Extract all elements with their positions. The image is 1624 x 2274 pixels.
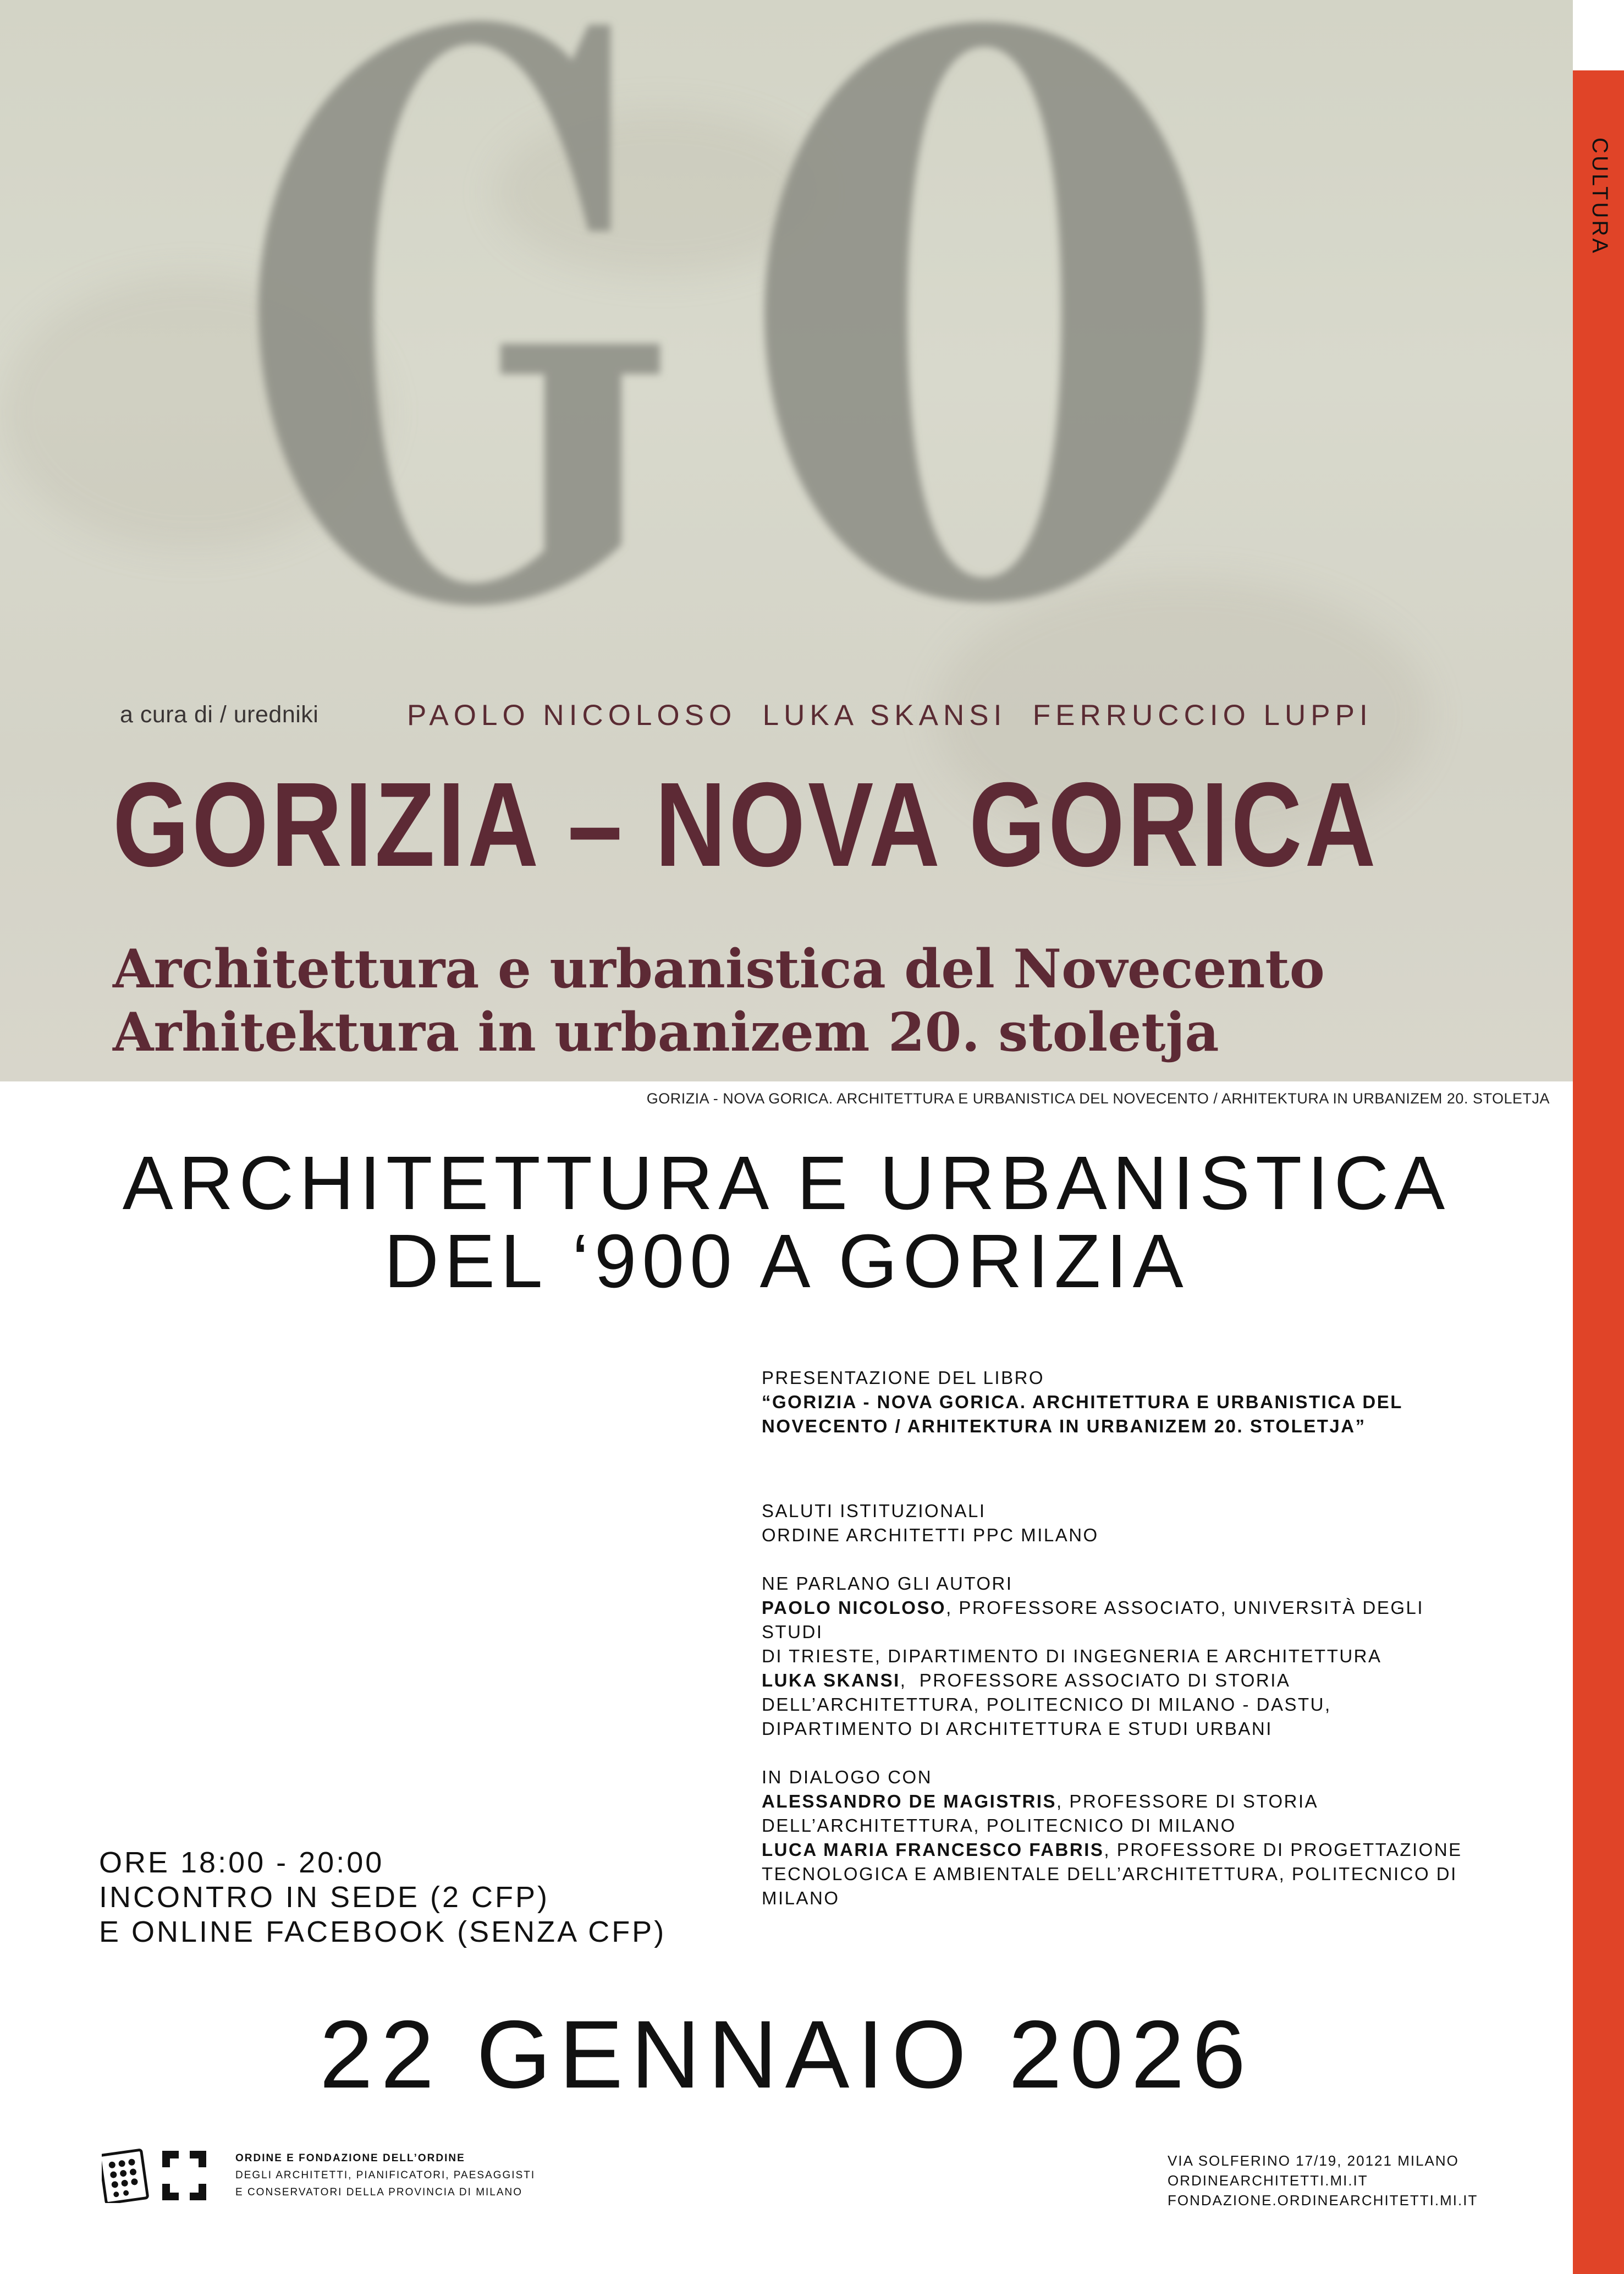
greetings-org: ORDINE ARCHITETTI PPC MILANO: [762, 1525, 1099, 1545]
headline-line-2: DEL ‘900 A GORIZIA: [384, 1219, 1189, 1304]
cover-subtitle-slovenian: Arhitektura in urbanizem 20. stoletja: [113, 1001, 1219, 1063]
book-title-line-1: “GORIZIA - NOVA GORICA. ARCHITETTURA E URBANISTICA DEL: [762, 1392, 1403, 1412]
guest-role: , PROFESSORE DI STORIA: [1056, 1791, 1319, 1811]
book-cover-image: [0, 0, 1573, 1081]
address: VIA SOLFERINO 17/19, 20121 MILANO: [1168, 2152, 1459, 2169]
dialogue-label: IN DIALOGO CON: [762, 1767, 933, 1787]
guest-name: LUCA MARIA FRANCESCO FABRIS: [762, 1839, 1104, 1860]
dialogue-block: [762, 1765, 1477, 1910]
event-time-venue: [99, 1845, 666, 1949]
ordine-grid-logo-icon: [102, 2150, 148, 2203]
cover-caption: GORIZIA - NOVA GORICA. ARCHITETTURA E URBANISTICA DEL NOVECENTO / ARHITEKTURA IN URBANIZEM 20. STOLETJA: [646, 1090, 1550, 1107]
cover-big-letters-graphic: [236, 0, 1336, 649]
guest-role-cont: MILANO: [762, 1888, 840, 1908]
guest-name: ALESSANDRO DE MAGISTRIS: [762, 1791, 1057, 1811]
side-color-band: [1573, 70, 1624, 2274]
letter-g-shape: [258, 21, 660, 605]
category-label: CULTURA: [1588, 138, 1612, 255]
event-time: ORE 18:00 - 20:00: [99, 1846, 384, 1879]
event-date: 22 GENNAIO 2026: [319, 2001, 1254, 2108]
event-headline: [0, 1141, 1573, 1304]
event-venue: INCONTRO IN SEDE (2 CFP): [99, 1881, 550, 1914]
org-line-3: E CONSERVATORI DELLA PROVINCIA DI MILANO: [235, 2187, 523, 2198]
presentation-block: [762, 1366, 1477, 1438]
greetings-label: SALUTI ISTITUZIONALI: [762, 1501, 986, 1521]
author-role-cont: DI TRIESTE, DIPARTIMENTO DI INGEGNERIA E ARCHITETTURA: [762, 1646, 1382, 1666]
org-line-2: DEGLI ARCHITETTI, PIANIFICATORI, PAESAGGISTI: [235, 2169, 536, 2181]
cover-curators: PAOLO NICOLOSO LUKA SKANSI FERRUCCIO LUPPI: [407, 699, 1373, 732]
author-role: , PROFESSORE ASSOCIATO DI STORIA: [900, 1670, 1291, 1690]
author-name: LUKA SKANSI: [762, 1670, 900, 1690]
cover-title: GORIZIA – NOVA GORICA: [113, 758, 1379, 892]
event-online: E ONLINE FACEBOOK (SENZA CFP): [99, 1915, 667, 1948]
letter-o-shape: [764, 22, 1204, 602]
authors-block: [762, 1572, 1477, 1741]
guest-role-cont: TECNOLOGICA E AMBIENTALE DELL’ARCHITETTURA, POLITECNICO DI: [762, 1864, 1457, 1884]
ordine-logos: [102, 2148, 209, 2203]
presentation-label: PRESENTAZIONE DEL LIBRO: [762, 1367, 1045, 1388]
author-role: , PROFESSORE ASSOCIATO, UNIVERSITÀ DEGLI STUDI: [762, 1597, 1424, 1642]
organization-info: [235, 2150, 535, 2201]
guest-role: , PROFESSORE DI PROGETTAZIONE: [1104, 1839, 1462, 1860]
event-details: [762, 1366, 1477, 1935]
book-title-line-2: NOVECENTO / ARHITEKTURA IN URBANIZEM 20. STOLETJA”: [762, 1416, 1366, 1436]
headline-line-1: ARCHITETTURA E URBANISTICA: [122, 1141, 1451, 1226]
guest-role-cont: DELL’ARCHITETTURA, POLITECNICO DI MILANO: [762, 1815, 1236, 1836]
contact-info: [1168, 2151, 1478, 2210]
cover-curators-label: a cura di / uredniki: [120, 701, 319, 728]
cover-subtitle-italian: Architettura e urbanistica del Novecento: [113, 938, 1325, 1000]
author-name: PAOLO NICOLOSO: [762, 1597, 946, 1618]
foundation-website-link[interactable]: FONDAZIONE.ORDINEARCHITETTI.MI.IT: [1168, 2192, 1478, 2209]
website-link[interactable]: ORDINEARCHITETTI.MI.IT: [1168, 2172, 1368, 2189]
fondazione-cross-logo-icon: [162, 2151, 206, 2200]
authors-label: NE PARLANO GLI AUTORI: [762, 1573, 1013, 1594]
author-role-cont: DIPARTIMENTO DI ARCHITETTURA E STUDI URBANI: [762, 1718, 1273, 1739]
author-role-cont: DELL’ARCHITETTURA, POLITECNICO DI MILANO - DASTU,: [762, 1694, 1331, 1715]
greetings-block: [762, 1499, 1477, 1547]
org-name: ORDINE E FONDAZIONE DELL’ORDINE: [235, 2152, 465, 2164]
